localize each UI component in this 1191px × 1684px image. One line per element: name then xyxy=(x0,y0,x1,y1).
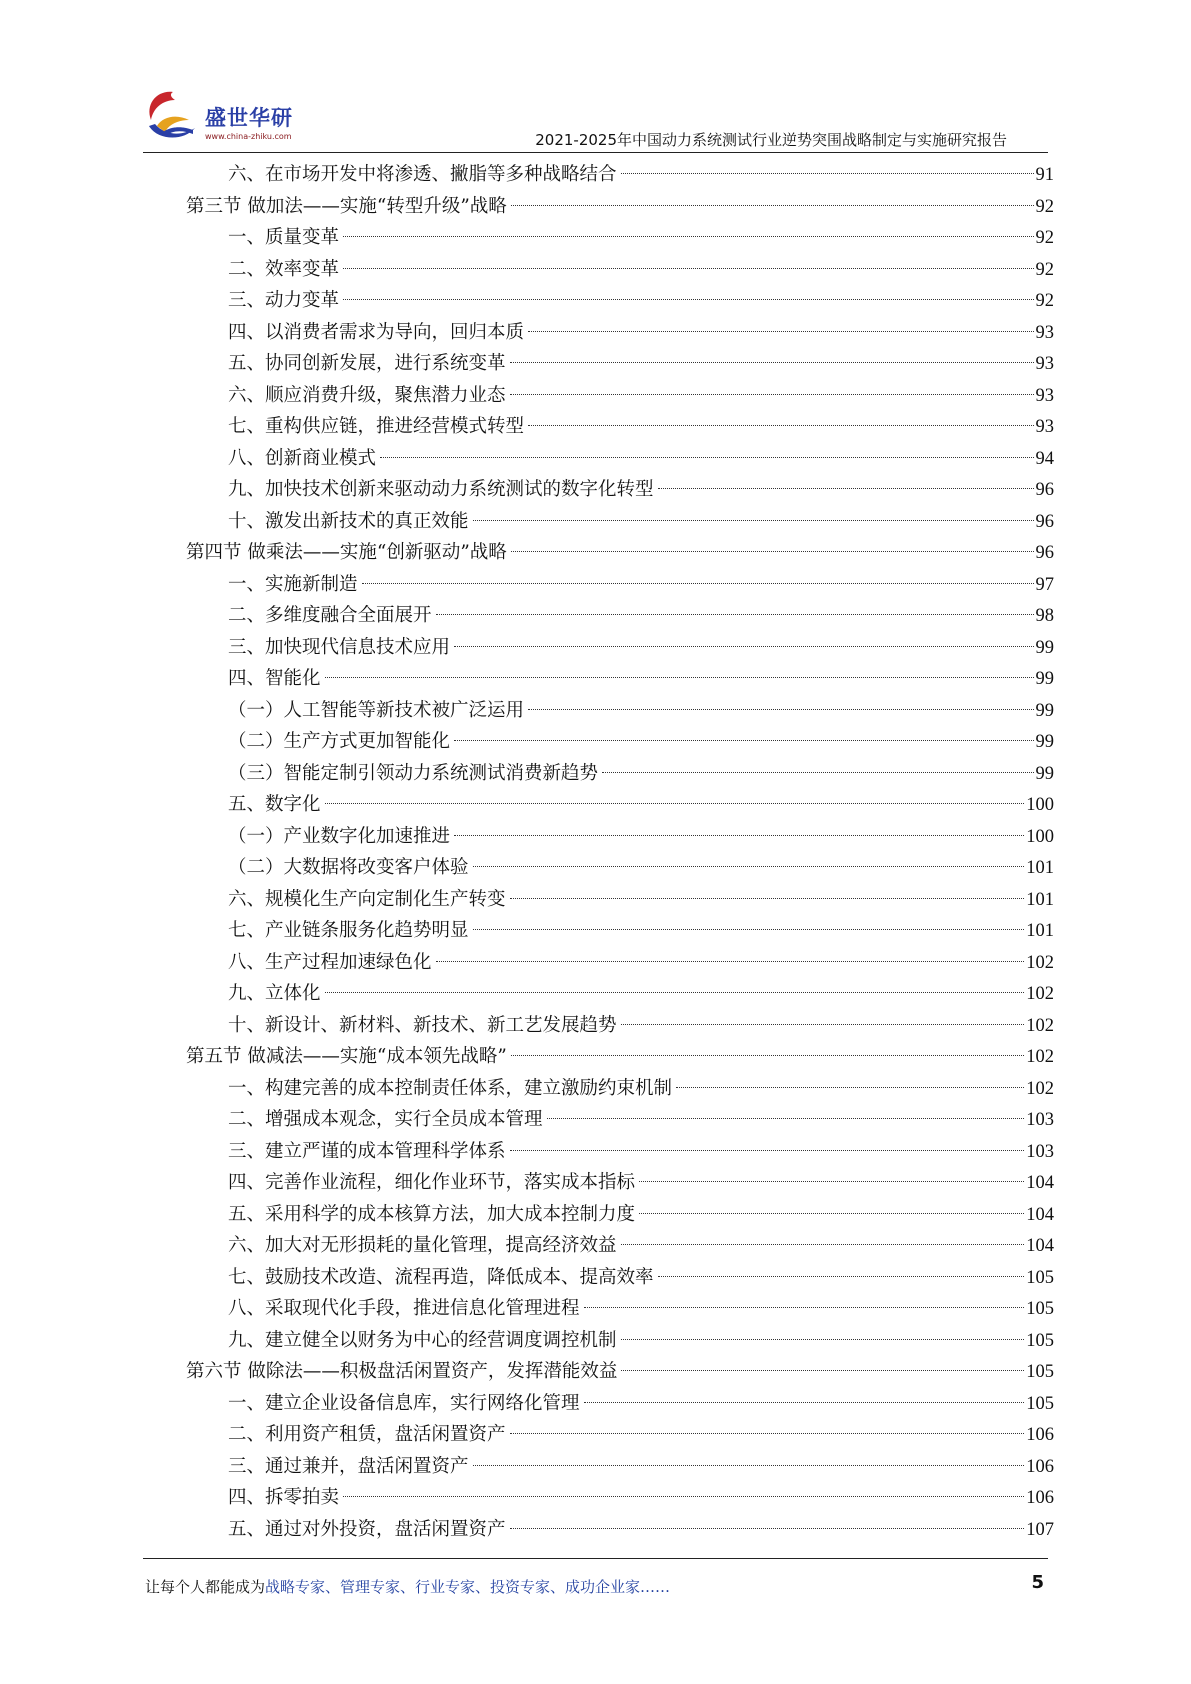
header-divider xyxy=(143,152,1048,153)
toc-dot-leader xyxy=(510,362,1034,363)
toc-entry[interactable] xyxy=(186,1167,1054,1199)
toc-entry-title: 二、效率变革 xyxy=(228,258,340,280)
logo-brand-name: 盛世华研 xyxy=(205,106,293,130)
toc-entry-title: 五、数字化 xyxy=(228,794,321,815)
toc-entry[interactable] xyxy=(186,569,1054,601)
toc-entry-title: （二）生产方式更加智能化 xyxy=(228,731,451,752)
toc-entry[interactable] xyxy=(186,789,1054,821)
toc-entry-page: 104 xyxy=(1026,1173,1054,1193)
toc-entry-title: 六、顺应消费升级，聚焦潜力业态 xyxy=(228,384,506,406)
toc-dot-leader xyxy=(584,1307,1025,1308)
toc-dot-leader xyxy=(528,709,1033,710)
toc-entry-title: （三）智能定制引领动力系统测试消费新趋势 xyxy=(228,762,599,784)
toc-dot-leader xyxy=(454,835,1024,836)
toc-entry-title: 四、完善作业流程，细化作业环节，落实成本指标 xyxy=(228,1172,636,1193)
toc-dot-leader xyxy=(510,898,1025,899)
toc-entry-page: 92 xyxy=(1035,196,1054,217)
toc-dot-leader xyxy=(511,1055,1024,1056)
toc-entry[interactable] xyxy=(186,1482,1054,1514)
toc-dot-leader xyxy=(676,1087,1024,1088)
toc-entry-page: 104 xyxy=(1026,1236,1054,1256)
toc-entry-page: 102 xyxy=(1026,952,1054,973)
toc-entry-title: 四、智能化 xyxy=(228,668,321,689)
toc-entry[interactable] xyxy=(186,411,1054,443)
toc-entry-page: 105 xyxy=(1026,1267,1054,1288)
toc-entry[interactable] xyxy=(186,380,1054,412)
toc-entry-page: 93 xyxy=(1035,354,1054,374)
toc-entry-title: 十、新设计、新材料、新技术、新工艺发展趋势 xyxy=(228,1014,617,1036)
toc-entry-page: 106 xyxy=(1026,1425,1054,1445)
toc-dot-leader xyxy=(511,551,1034,552)
toc-entry[interactable] xyxy=(186,1451,1054,1483)
toc-entry[interactable] xyxy=(186,1104,1054,1136)
toc-entry-page: 105 xyxy=(1026,1330,1054,1351)
toc-entry[interactable] xyxy=(186,1325,1054,1357)
toc-entry[interactable] xyxy=(186,443,1054,475)
toc-entry-page: 104 xyxy=(1026,1204,1054,1225)
toc-dot-leader xyxy=(528,331,1033,332)
toc-entry-title: （一）人工智能等新技术被广泛运用 xyxy=(228,699,525,721)
toc-entry-page: 100 xyxy=(1026,826,1054,847)
toc-entry-title: 三、建立严谨的成本管理科学体系 xyxy=(228,1140,506,1162)
toc-section-entry[interactable] xyxy=(186,1356,1054,1388)
toc-entry[interactable] xyxy=(186,947,1054,979)
toc-entry[interactable] xyxy=(186,884,1054,916)
toc-dot-leader xyxy=(343,236,1033,237)
toc-entry-page: 96 xyxy=(1035,480,1054,500)
toc-dot-leader xyxy=(621,1024,1025,1025)
toc-dot-leader xyxy=(639,1181,1024,1182)
toc-entry[interactable] xyxy=(186,632,1054,664)
toc-dot-leader xyxy=(343,268,1033,269)
toc-entry[interactable] xyxy=(186,852,1054,884)
toc-dot-leader xyxy=(473,1465,1025,1466)
toc-entry[interactable] xyxy=(186,695,1054,727)
toc-entry-title: 一、实施新制造 xyxy=(228,573,358,595)
toc-dot-leader xyxy=(343,299,1033,300)
toc-dot-leader xyxy=(436,961,1025,962)
toc-entry-title: 八、生产过程加速绿色化 xyxy=(228,951,432,973)
toc-entry-title: 第六节 做除法——积极盘活闲置资产，发挥潜能效益 xyxy=(186,1361,618,1382)
toc-dot-leader xyxy=(639,1213,1024,1214)
toc-entry-title: 二、利用资产租赁，盘活闲置资产 xyxy=(228,1424,506,1445)
report-title: 2021-2025年中国动力系统测试行业逆势突围战略制定与实施研究报告 xyxy=(535,131,1007,149)
toc-entry-title: 九、立体化 xyxy=(228,983,321,1004)
toc-entry[interactable] xyxy=(186,317,1054,349)
toc-entry[interactable] xyxy=(186,1262,1054,1294)
toc-entry[interactable] xyxy=(186,726,1054,758)
toc-entry[interactable] xyxy=(186,1073,1054,1105)
toc-dot-leader xyxy=(621,173,1034,174)
toc-entry-title: 七、鼓励技术改造、流程再造，降低成本、提高效率 xyxy=(228,1266,654,1288)
toc-entry-page: 106 xyxy=(1026,1488,1054,1508)
toc-entry-page: 102 xyxy=(1026,984,1054,1004)
toc-entry-page: 99 xyxy=(1035,669,1054,689)
toc-entry-page: 99 xyxy=(1035,637,1054,658)
toc-entry-title: 四、拆零拍卖 xyxy=(228,1487,340,1508)
toc-dot-leader xyxy=(528,425,1033,426)
toc-dot-leader xyxy=(325,803,1025,804)
toc-entry[interactable] xyxy=(186,159,1054,191)
toc-dot-leader xyxy=(510,1433,1025,1434)
toc-dot-leader xyxy=(621,1339,1025,1340)
toc-entry[interactable] xyxy=(186,506,1054,538)
table-of-contents xyxy=(186,159,1054,1545)
toc-entry-title: 七、产业链条服务化趋势明显 xyxy=(228,920,469,941)
slogan-lead: 让每个人都能成为 xyxy=(145,1578,266,1596)
toc-entry[interactable] xyxy=(186,978,1054,1010)
toc-entry-title: （二）大数据将改变客户体验 xyxy=(228,857,469,878)
toc-entry[interactable] xyxy=(186,1388,1054,1420)
toc-entry-title: 五、采用科学的成本核算方法，加大成本控制力度 xyxy=(228,1203,636,1225)
logo-website: www.china-zhiku.com xyxy=(205,132,292,141)
toc-entry-title: 六、规模化生产向定制化生产转变 xyxy=(228,888,506,910)
toc-entry-page: 96 xyxy=(1035,511,1054,532)
toc-entry-title: 八、创新商业模式 xyxy=(228,447,377,469)
toc-section-entry[interactable] xyxy=(186,191,1054,223)
toc-dot-leader xyxy=(510,1150,1025,1151)
toc-entry-title: 五、协同创新发展，进行系统变革 xyxy=(228,353,506,374)
toc-entry-page: 105 xyxy=(1026,1393,1054,1414)
toc-dot-leader xyxy=(325,992,1025,993)
page-number: 5 xyxy=(1031,1572,1044,1593)
toc-dot-leader xyxy=(584,1402,1025,1403)
toc-entry[interactable] xyxy=(186,254,1054,286)
toc-entry[interactable] xyxy=(186,1010,1054,1042)
toc-entry-title: 六、加大对无形损耗的量化管理，提高经济效益 xyxy=(228,1235,617,1256)
toc-entry-title: 二、多维度融合全面展开 xyxy=(228,605,432,626)
toc-entry[interactable] xyxy=(186,285,1054,317)
toc-entry-title: 三、加快现代信息技术应用 xyxy=(228,636,451,658)
footer-divider xyxy=(143,1558,1048,1559)
toc-dot-leader xyxy=(510,1528,1025,1529)
toc-dot-leader xyxy=(473,866,1025,867)
toc-entry-page: 92 xyxy=(1035,291,1054,311)
toc-entry-page: 107 xyxy=(1026,1519,1054,1540)
toc-entry[interactable] xyxy=(186,821,1054,853)
toc-entry-page: 105 xyxy=(1026,1362,1054,1382)
toc-entry[interactable] xyxy=(186,663,1054,695)
toc-entry-page: 93 xyxy=(1035,385,1054,406)
toc-dot-leader xyxy=(621,1244,1025,1245)
toc-entry[interactable] xyxy=(186,1419,1054,1451)
toc-dot-leader xyxy=(436,614,1034,615)
company-logo xyxy=(143,84,343,148)
toc-entry[interactable] xyxy=(186,1514,1054,1546)
toc-entry-page: 102 xyxy=(1026,1015,1054,1036)
toc-entry-page: 92 xyxy=(1035,228,1054,248)
toc-entry-page: 101 xyxy=(1026,889,1054,910)
toc-entry-page: 101 xyxy=(1026,858,1054,878)
toc-entry-title: 九、建立健全以财务为中心的经营调度调控机制 xyxy=(228,1329,617,1351)
toc-entry-page: 102 xyxy=(1026,1078,1054,1099)
toc-dot-leader xyxy=(658,488,1034,489)
toc-entry-page: 96 xyxy=(1035,543,1054,563)
toc-entry-title: 第五节 做减法——实施“成本领先战略” xyxy=(186,1046,507,1067)
toc-entry-title: 五、通过对外投资，盘活闲置资产 xyxy=(228,1518,506,1540)
toc-entry-page: 97 xyxy=(1035,574,1054,595)
toc-entry-title: 一、建立企业设备信息库，实行网络化管理 xyxy=(228,1392,580,1414)
toc-dot-leader xyxy=(325,677,1034,678)
toc-entry[interactable] xyxy=(186,600,1054,632)
toc-entry-title: 八、采取现代化手段，推进信息化管理进程 xyxy=(228,1298,580,1319)
toc-entry-page: 102 xyxy=(1026,1047,1054,1067)
toc-entry[interactable] xyxy=(186,474,1054,506)
toc-entry-page: 91 xyxy=(1035,165,1054,185)
toc-entry-title: 六、在市场开发中将渗透、撇脂等多种战略结合 xyxy=(228,164,617,185)
toc-entry-page: 94 xyxy=(1035,448,1054,469)
toc-entry[interactable] xyxy=(186,758,1054,790)
toc-entry-title: 九、加快技术创新来驱动动力系统测试的数字化转型 xyxy=(228,479,654,500)
toc-entry[interactable] xyxy=(186,1199,1054,1231)
slogan-emphasis: 战略专家、管理专家、行业专家、投资专家、成功企业家…… xyxy=(265,1578,671,1596)
toc-entry-page: 93 xyxy=(1035,322,1054,343)
toc-entry-page: 99 xyxy=(1035,700,1054,721)
toc-entry-page: 103 xyxy=(1026,1110,1054,1130)
toc-dot-leader xyxy=(380,457,1033,458)
toc-section-entry[interactable] xyxy=(186,1041,1054,1073)
toc-dot-leader xyxy=(343,1496,1024,1497)
toc-dot-leader xyxy=(473,929,1025,930)
toc-entry-page: 101 xyxy=(1026,921,1054,941)
toc-entry-page: 98 xyxy=(1035,606,1054,626)
toc-entry-page: 103 xyxy=(1026,1141,1054,1162)
logo-swoosh-icon xyxy=(143,86,203,146)
footer-slogan xyxy=(145,1576,670,1597)
toc-entry[interactable] xyxy=(186,222,1054,254)
toc-dot-leader xyxy=(602,772,1033,773)
toc-entry-page: 100 xyxy=(1026,795,1054,815)
toc-entry-title: 一、质量变革 xyxy=(228,227,340,248)
toc-entry[interactable] xyxy=(186,348,1054,380)
toc-entry[interactable] xyxy=(186,1136,1054,1168)
toc-section-entry[interactable] xyxy=(186,537,1054,569)
toc-entry[interactable] xyxy=(186,1230,1054,1262)
toc-entry-title: 七、重构供应链，推进经营模式转型 xyxy=(228,416,525,437)
toc-dot-leader xyxy=(362,583,1034,584)
toc-entry-title: （一）产业数字化加速推进 xyxy=(228,825,451,847)
toc-entry-title: 第三节 做加法——实施“转型升级”战略 xyxy=(186,195,507,217)
toc-entry-title: 十、激发出新技术的真正效能 xyxy=(228,510,469,532)
toc-dot-leader xyxy=(547,1118,1025,1119)
toc-entry-title: 四、以消费者需求为导向，回归本质 xyxy=(228,321,525,343)
toc-entry[interactable] xyxy=(186,915,1054,947)
toc-dot-leader xyxy=(473,520,1034,521)
toc-entry-title: 一、构建完善的成本控制责任体系，建立激励约束机制 xyxy=(228,1077,673,1099)
toc-dot-leader xyxy=(658,1276,1025,1277)
toc-dot-leader xyxy=(454,740,1033,741)
toc-entry-title: 三、动力变革 xyxy=(228,290,340,311)
toc-entry-page: 99 xyxy=(1035,763,1054,784)
toc-dot-leader xyxy=(511,205,1034,206)
toc-entry[interactable] xyxy=(186,1293,1054,1325)
toc-entry-title: 第四节 做乘法——实施“创新驱动”战略 xyxy=(186,542,507,563)
toc-entry-page: 105 xyxy=(1026,1299,1054,1319)
toc-dot-leader xyxy=(621,1370,1024,1371)
toc-entry-page: 93 xyxy=(1035,417,1054,437)
toc-entry-title: 二、增强成本观念，实行全员成本管理 xyxy=(228,1109,543,1130)
toc-entry-page: 92 xyxy=(1035,259,1054,280)
toc-entry-page: 106 xyxy=(1026,1456,1054,1477)
toc-entry-title: 三、通过兼并，盘活闲置资产 xyxy=(228,1455,469,1477)
toc-entry-page: 99 xyxy=(1035,732,1054,752)
toc-dot-leader xyxy=(454,646,1033,647)
toc-dot-leader xyxy=(510,394,1034,395)
